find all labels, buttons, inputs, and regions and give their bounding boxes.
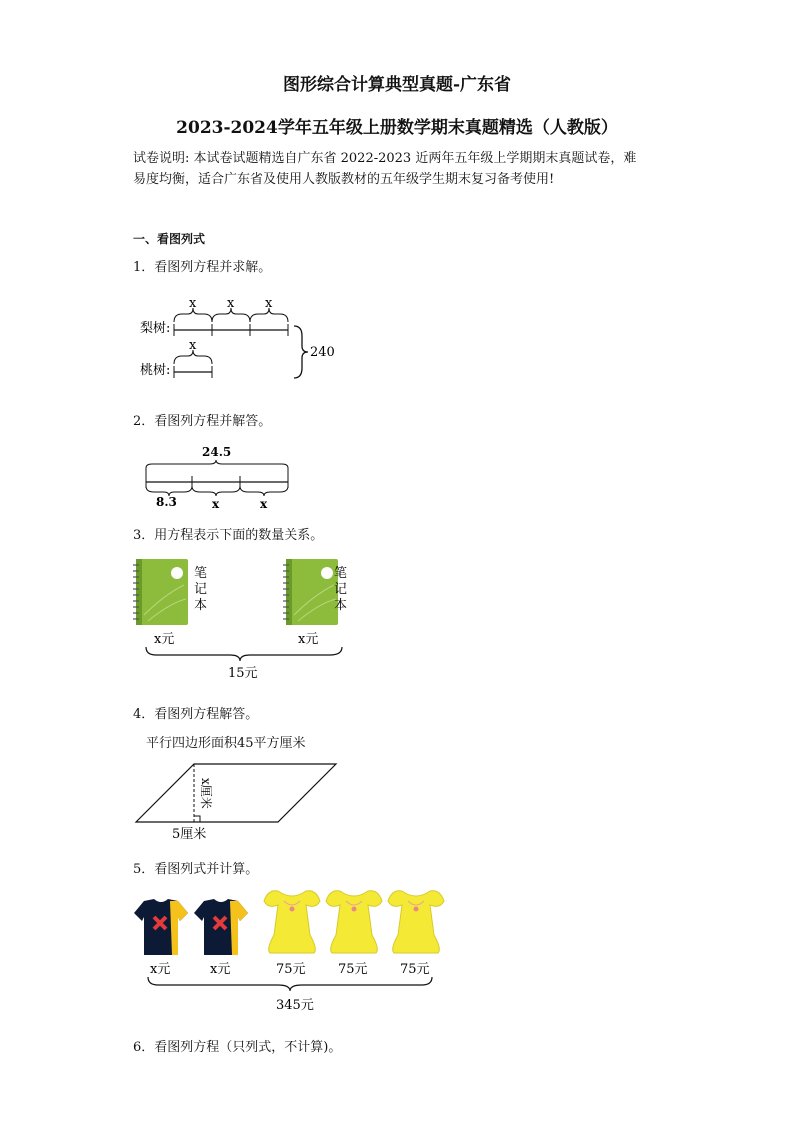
x-label: x [189,296,197,311]
part-label: 8.3 [156,495,177,509]
shirt-icon [194,899,248,955]
question-4-text: 4．看图列方程解答。 [133,707,259,722]
notebook-icon [133,559,188,625]
question-2-text: 2．看图列方程并解答。 [133,414,272,429]
x-label: x [212,497,220,511]
price-label: x元 [154,632,175,647]
section-heading: 一、看图列式 [133,232,206,246]
dress-price: 75元 [400,962,430,977]
shirt-price: x元 [150,962,171,977]
svg-text:本: 本 [194,598,208,613]
base-label: 5厘米 [172,827,207,842]
dress-icon [264,891,320,953]
question-6-text: 6．看图列方程（只列式，不计算)。 [133,1040,342,1055]
x-label: x [260,497,268,511]
total-label: 15元 [228,666,258,681]
height-label: x厘米 [199,778,213,809]
shirt-icon [134,899,188,955]
question-3-diagram [130,555,360,685]
dress-price: 75元 [276,962,306,977]
x-label: x [189,338,197,353]
parallelogram-caption: 平行四边形面积45平方厘米 [146,736,306,751]
parallelogram-shape [136,764,336,822]
svg-text:记: 记 [334,582,348,597]
peach-label: 桃树: [140,363,171,378]
question-2-diagram [140,442,310,512]
question-1-text: 1．看图列方程并求解。 [133,260,272,275]
svg-text:记: 记 [194,582,208,597]
svg-text:笔: 笔 [334,566,348,581]
question-5-text: 5．看图列式并计算。 [133,862,259,877]
dress-icon [388,891,444,953]
notebook-icon [283,559,338,625]
total-label: 24.5 [202,445,232,459]
intro-line-1: 试卷说明: 本试卷试题精选自广东省 2022-2023 近两年五年级上学期期末真题试卷，难 [133,151,637,166]
pear-label: 梨树: [140,321,171,336]
question-5-diagram [130,885,450,1015]
dress-icon [326,891,382,953]
question-1-diagram [130,290,360,385]
total-label: 240 [310,345,335,360]
intro-line-2: 易度均衡，适合广东省及使用人教版教材的五年级学生期末复习备考使用! [133,172,555,187]
notebook-label: 笔 [194,566,208,581]
question-4-diagram [130,758,350,848]
question-3-text: 3．用方程表示下面的数量关系。 [133,528,324,543]
dress-price: 75元 [338,962,368,977]
x-label: x [227,296,235,311]
title-line-2: 2023-2024学年五年级上册数学期末真题精选（人教版） [176,118,618,138]
title-line-1: 图形综合计算典型真题-广东省 [282,75,512,95]
x-label: x [265,296,273,311]
shirt-price: x元 [210,962,231,977]
price-label: x元 [298,632,319,647]
total-label: 345元 [276,998,314,1013]
svg-text:本: 本 [334,598,348,613]
